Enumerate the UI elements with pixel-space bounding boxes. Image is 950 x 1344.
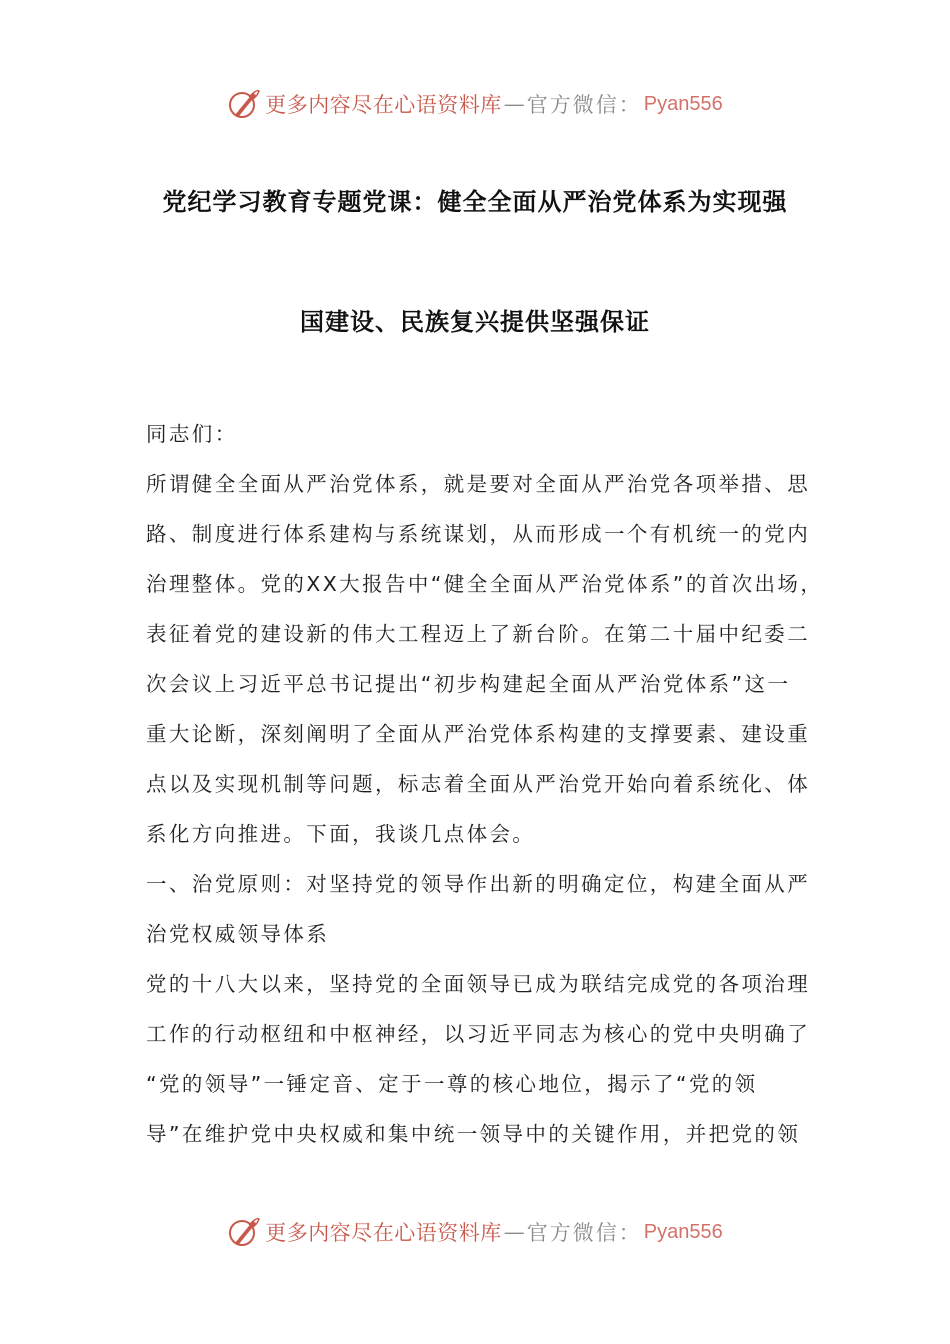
body-line: 点以及实现机制等问题，标志着全面从严治党开始向着系统化、体 <box>146 772 811 796</box>
quill-logo-icon <box>227 1215 261 1249</box>
document-body <box>146 409 826 1159</box>
body-line: 党的十八大以来，坚持党的全面领导已成为联结完成党的各项治理 <box>146 972 811 996</box>
body-line: 路、制度进行体系建构与系统谋划，从而形成一个有机统一的党内 <box>146 522 811 546</box>
watermark-wechat-label: 官方微信 <box>526 93 619 117</box>
body-line: 系化方向推进。下面，我谈几点体会。 <box>146 822 536 846</box>
section-heading-line: 治党权威领导体系 <box>146 922 330 946</box>
body-line: 次会议上习近平总书记提出“初步构建起全面从严治党体系”这一 <box>146 672 791 696</box>
watermark-dash: — <box>503 92 525 116</box>
body-line: 表征着党的建设新的伟大工程迈上了新台阶。在第二十届中纪委二 <box>146 622 811 646</box>
body-line: 重大论断，深刻阐明了全面从严治党体系构建的支撑要素、建设重 <box>146 722 811 746</box>
watermark-wechat-label: 官方微信 <box>526 1221 619 1245</box>
watermark-footer <box>0 1212 950 1252</box>
body-line: “党的领导”一锤定音、定于一尊的核心地位，揭示了“党的领 <box>146 1072 758 1096</box>
quill-logo-icon <box>227 87 261 121</box>
body-line: 同志们： <box>146 422 238 446</box>
section-heading-line: 一、治党原则：对坚持党的领导作出新的明确定位，构建全面从严 <box>146 872 811 896</box>
watermark-brand: 更多内容尽在心语资料库 <box>265 93 502 117</box>
watermark-header <box>0 84 950 124</box>
document-title-line-1: 党纪学习教育专题党课：健全全面从严治党体系为实现强 <box>162 188 788 216</box>
watermark-brand: 更多内容尽在心语资料库 <box>265 1221 502 1245</box>
body-line: 所谓健全全面从严治党体系，就是要对全面从严治党各项举措、思 <box>146 472 811 496</box>
watermark-colon: ： <box>618 93 640 117</box>
watermark-dash: — <box>503 1220 525 1244</box>
body-line: 导”在维护党中央权威和集中统一领导中的关键作用，并把党的领 <box>146 1122 801 1146</box>
watermark-wechat-id: Pyan556 <box>643 1220 723 1243</box>
body-line: 治理整体。党的XX大报告中“健全全面从严治党体系”的首次出场， <box>146 572 824 596</box>
watermark-wechat-id: Pyan556 <box>643 92 723 115</box>
watermark-colon: ： <box>618 1221 640 1245</box>
document-title-line-2: 国建设、民族复兴提供坚强保证 <box>300 308 650 336</box>
body-line: 工作的行动枢纽和中枢神经，以习近平同志为核心的党中央明确了 <box>146 1022 811 1046</box>
